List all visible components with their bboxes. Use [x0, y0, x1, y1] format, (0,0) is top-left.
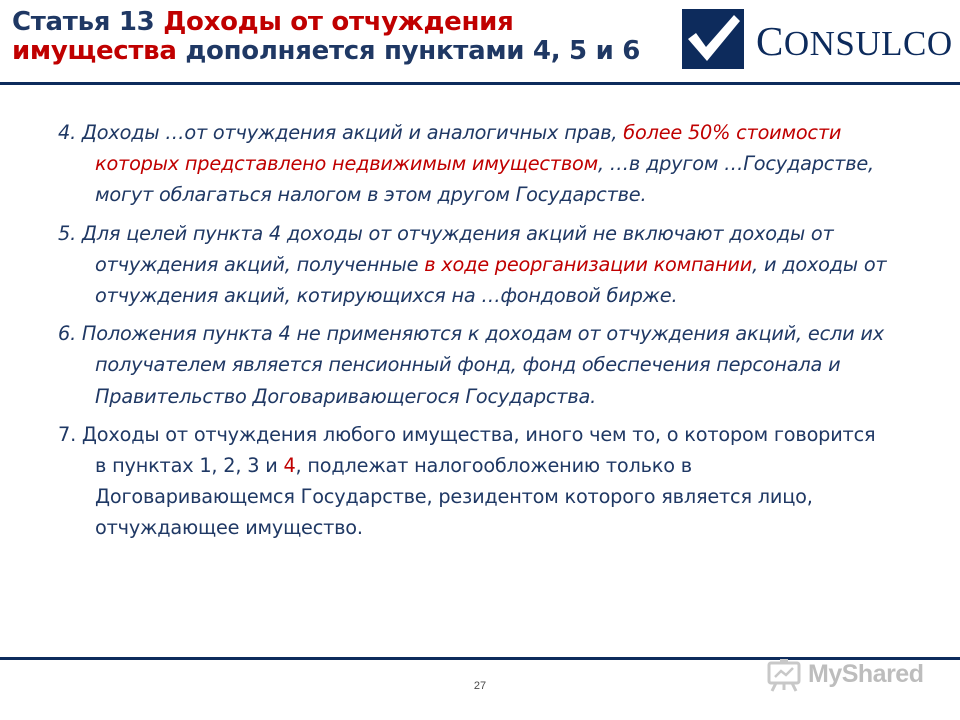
paragraph-4 — [58, 117, 888, 211]
highlight-segment: 4 — [283, 454, 296, 478]
highlight-segment: в ходе реорганизации компании — [424, 252, 753, 276]
watermark — [766, 657, 936, 695]
paragraph-7 — [58, 419, 888, 544]
text-segment: 7. Доходы от отчуждения любого имущества, иного чем то, о котором говорится в пунктах 1, 2, 3 и — [58, 422, 876, 478]
text-segment: 5. Для целей пункта 4 доходы от отчуждения акций не включают доходы от отчуждения акций, полученные — [58, 221, 834, 276]
presentation-board-icon — [766, 658, 802, 697]
highlight-segment: более 50% стоимости которых представлено недвижимым имуществом — [95, 121, 842, 176]
title-part-1: Статья 13 — [12, 7, 164, 37]
logo-wordmark-rest: ONSULCO — [783, 24, 953, 63]
text-segment: 4. Доходы …от отчуждения акций и аналогичных прав, — [58, 121, 624, 144]
paragraph-5 — [58, 218, 888, 312]
page-number: 27 — [473, 680, 487, 692]
text-segment: , и доходы от отчуждения акций, котирующихся на …фондовой бирже. — [95, 252, 887, 308]
logo-wordmark — [756, 18, 953, 64]
title-part-2-highlight: Доходы от отчуждения имущества — [12, 7, 514, 66]
text-segment: , подлежат налогообложению только в Договаривающемся Государстве, резидентом которого является лицо, отчуждающее имущество. — [95, 454, 813, 540]
article-text — [58, 117, 888, 551]
slide-title — [12, 8, 652, 66]
consulco-logo — [682, 9, 953, 69]
watermark-text: MyShared — [808, 660, 924, 688]
text-segment: 6. Положения пункта 4 не применяются к доходам от отчуждения акций, если их получателем является пенсионный фонд, фонд обеспечения персонала и Правительство Договаривающегося Государства. — [58, 322, 884, 408]
title-part-3: дополняется пунктами 4, 5 и 6 — [176, 36, 641, 66]
logo-wordmark-initial: C — [756, 18, 784, 64]
header-divider — [0, 82, 960, 85]
paragraph-6 — [58, 318, 888, 412]
checkmark-icon — [682, 9, 744, 69]
text-segment: , …в другом …Государстве, могут облагаться налогом в этом другом Государстве. — [95, 152, 874, 207]
